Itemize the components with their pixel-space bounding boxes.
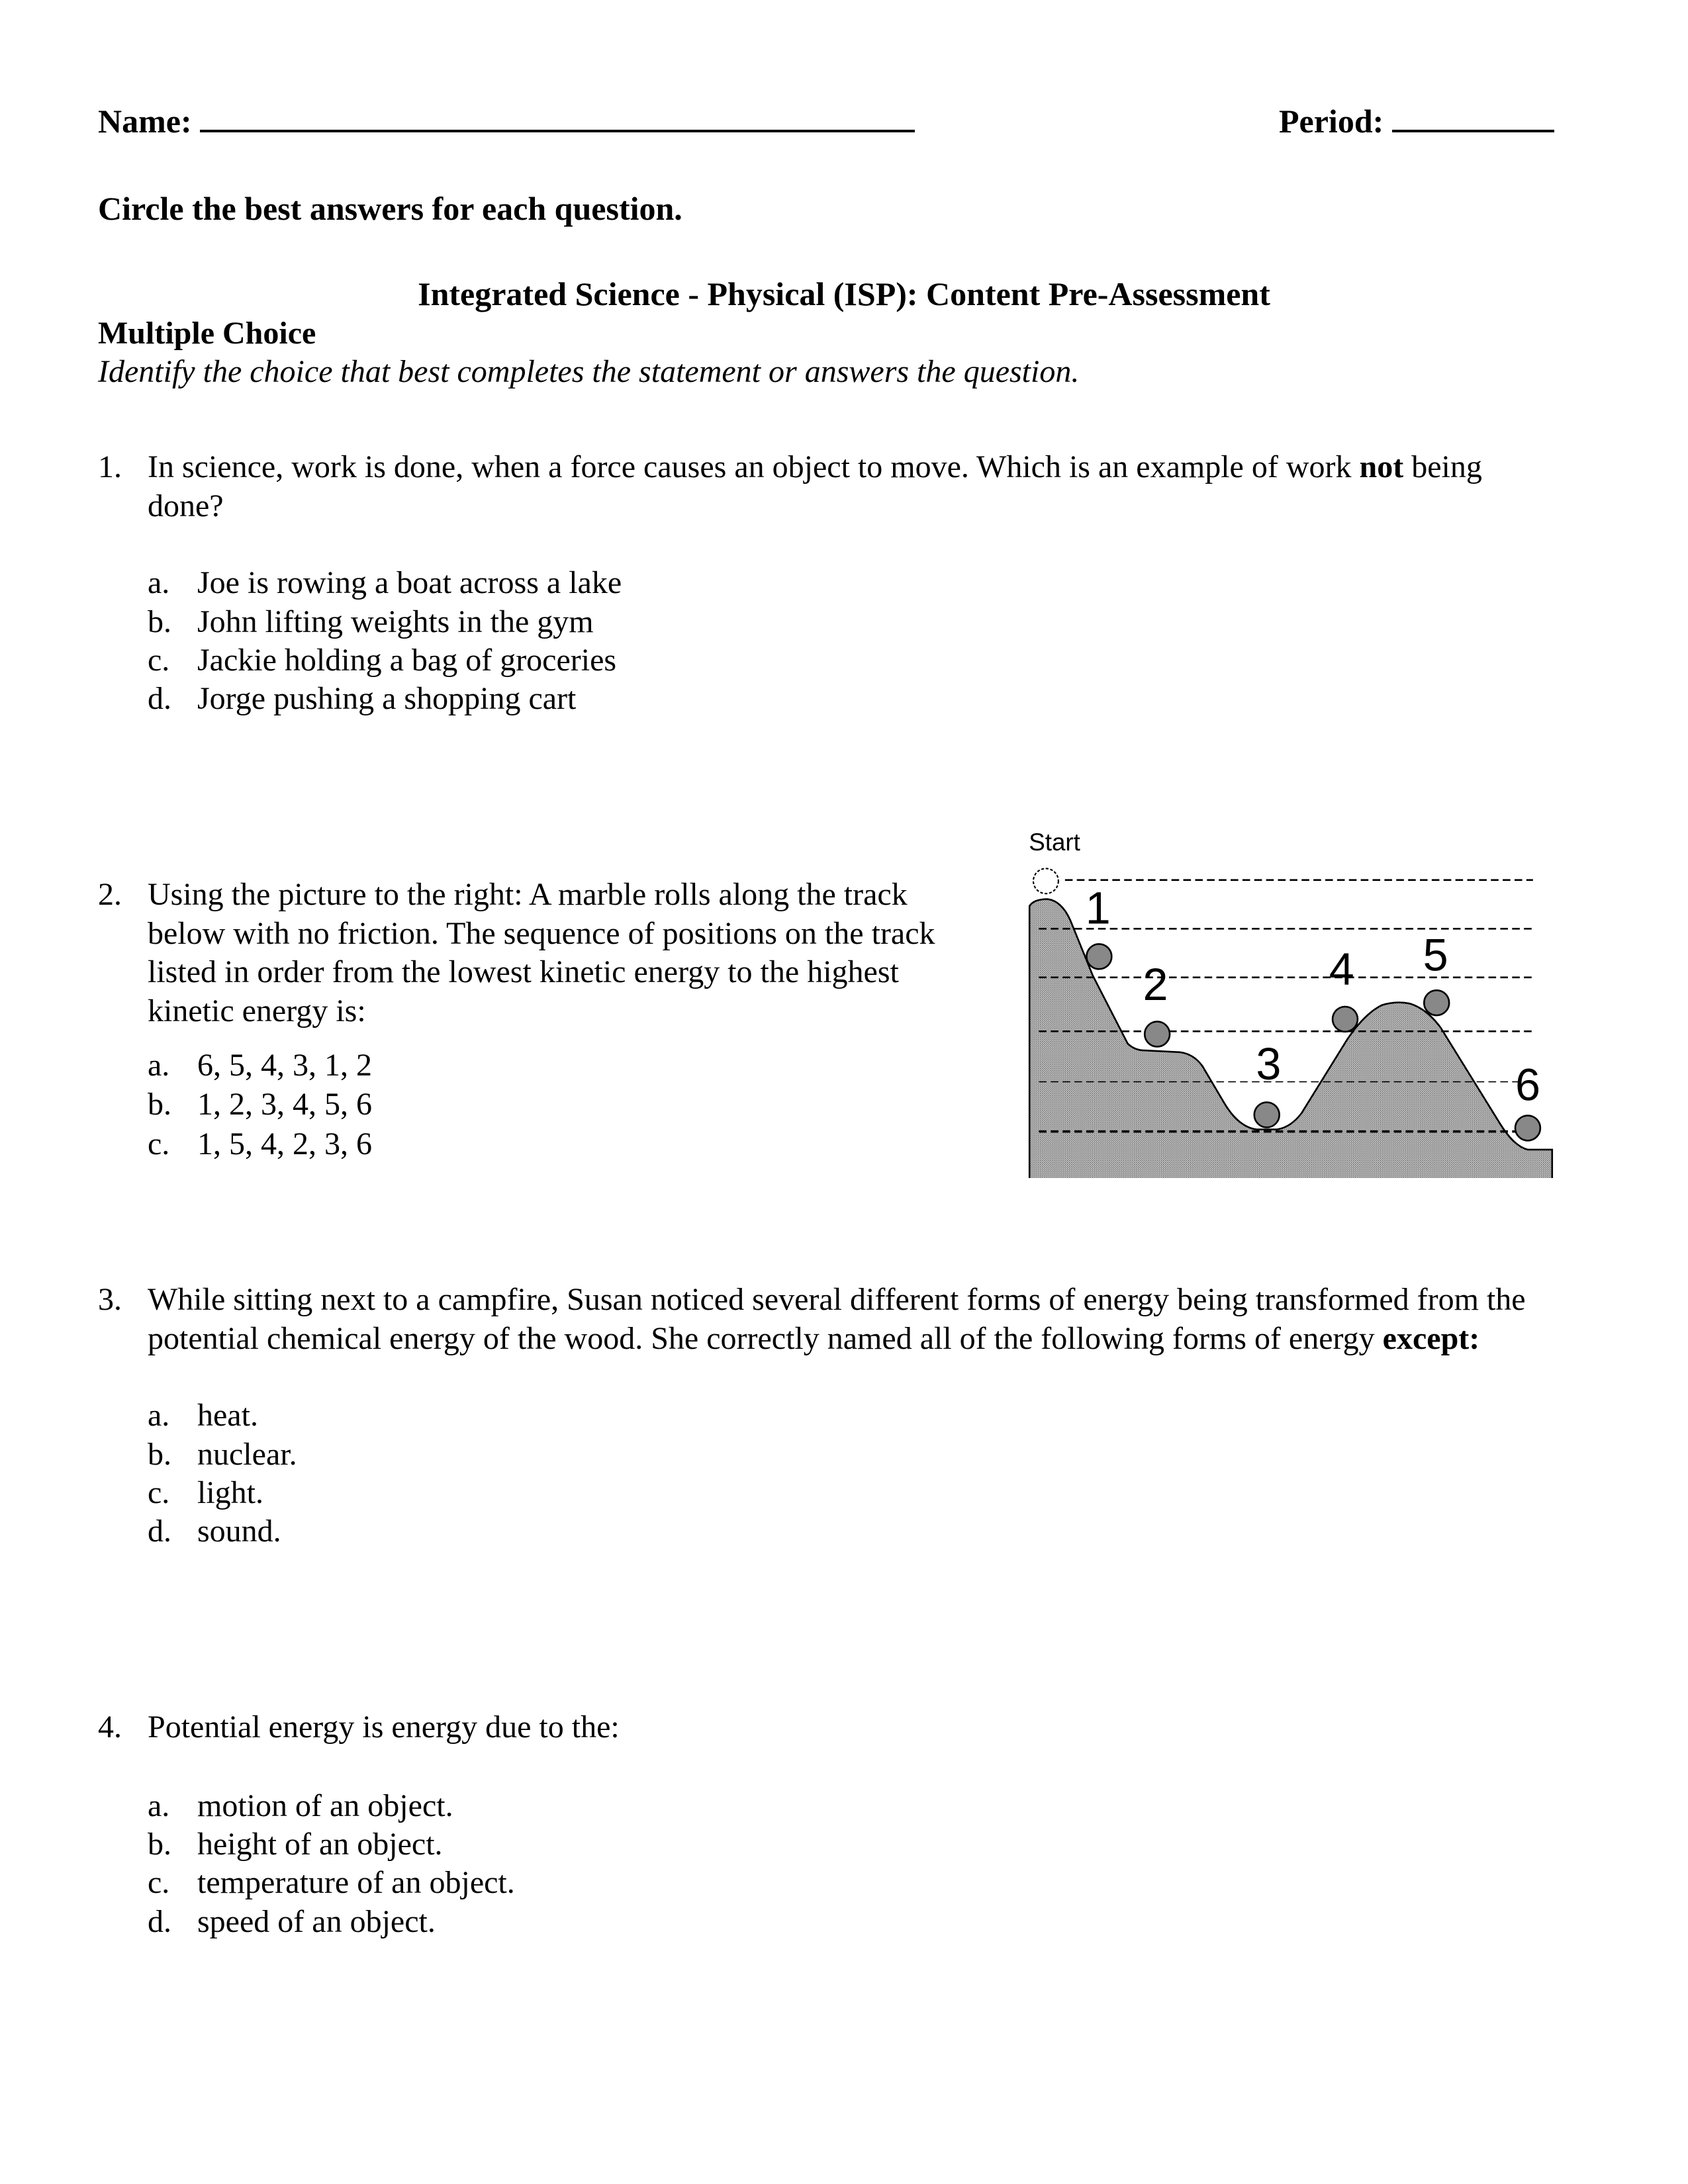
option-text: light. bbox=[197, 1475, 264, 1510]
option-text: 1, 2, 3, 4, 5, 6 bbox=[197, 1087, 372, 1122]
name-label: Name: bbox=[98, 103, 192, 140]
question-text: below with no friction. The sequence of positions on the track bbox=[148, 915, 935, 951]
option-1a[interactable] bbox=[148, 564, 622, 602]
option-letter: a. bbox=[148, 565, 170, 600]
option-letter: a. bbox=[148, 1788, 170, 1823]
marble-4-icon bbox=[1333, 1007, 1358, 1032]
start-marble-icon bbox=[1033, 868, 1058, 893]
position-label: 5 bbox=[1423, 930, 1448, 981]
track-terrain bbox=[1029, 899, 1552, 1178]
option-1d[interactable] bbox=[148, 680, 576, 718]
option-text: heat. bbox=[197, 1398, 258, 1433]
question-text: listed in order from the lowest kinetic energy to the highest bbox=[148, 954, 899, 989]
option-text: 6, 5, 4, 3, 1, 2 bbox=[197, 1048, 372, 1083]
option-text: John lifting weights in the gym bbox=[197, 604, 594, 639]
option-letter: c. bbox=[148, 643, 170, 678]
option-text: 1, 5, 4, 2, 3, 6 bbox=[197, 1126, 372, 1161]
option-3c[interactable] bbox=[148, 1474, 263, 1512]
option-letter: c. bbox=[148, 1865, 170, 1900]
section-instruction: Identify the choice that best completes the statement or answers the question. bbox=[98, 354, 1080, 389]
position-label: 2 bbox=[1143, 960, 1168, 1011]
option-3b[interactable] bbox=[148, 1435, 297, 1474]
question-number: 2. bbox=[98, 877, 122, 912]
option-3a[interactable] bbox=[148, 1396, 258, 1435]
option-text: Jorge pushing a shopping cart bbox=[197, 681, 577, 716]
instruction: Circle the best answers for each question. bbox=[98, 190, 682, 227]
option-1b[interactable] bbox=[148, 603, 594, 641]
period-blank[interactable] bbox=[1392, 103, 1554, 132]
question-number: 4. bbox=[98, 1709, 122, 1745]
option-2b[interactable] bbox=[148, 1085, 372, 1124]
marble-6-icon bbox=[1515, 1116, 1540, 1141]
option-letter: d. bbox=[148, 1514, 171, 1549]
question-text: potential chemical energy of the wood. She correctly named all of the following forms of energy bbox=[148, 1320, 1383, 1356]
option-text: Jackie holding a bag of groceries bbox=[197, 643, 617, 678]
question-text: kinetic energy is: bbox=[148, 993, 366, 1028]
marble-track-diagram bbox=[1013, 794, 1556, 1178]
option-text: Joe is rowing a boat across a lake bbox=[197, 565, 622, 600]
marble-1-icon bbox=[1086, 944, 1111, 969]
option-text: height of an object. bbox=[197, 1827, 443, 1862]
marble-3-icon bbox=[1254, 1103, 1280, 1128]
marble-2-icon bbox=[1145, 1022, 1170, 1047]
option-letter: c. bbox=[148, 1475, 170, 1510]
option-letter: d. bbox=[148, 1904, 171, 1939]
option-letter: d. bbox=[148, 681, 171, 716]
option-text: sound. bbox=[197, 1514, 281, 1549]
question-text: done? bbox=[148, 488, 224, 523]
option-letter: c. bbox=[148, 1126, 170, 1161]
position-label: 1 bbox=[1085, 883, 1111, 934]
option-4c[interactable] bbox=[148, 1864, 515, 1902]
period-field[interactable] bbox=[1279, 102, 1554, 140]
position-label: 4 bbox=[1329, 944, 1354, 995]
option-2a[interactable] bbox=[148, 1046, 372, 1085]
option-4a[interactable] bbox=[148, 1787, 453, 1825]
option-letter: a. bbox=[148, 1398, 170, 1433]
option-3d[interactable] bbox=[148, 1512, 281, 1551]
question-text: Using the picture to the right: A marble rolls along the track bbox=[148, 877, 908, 912]
start-label: Start bbox=[1029, 829, 1080, 856]
option-letter: b. bbox=[148, 604, 171, 639]
question-text: Potential energy is energy due to the: bbox=[148, 1709, 620, 1745]
option-text: motion of an object. bbox=[197, 1788, 453, 1823]
emphasis-not: not bbox=[1359, 449, 1404, 484]
option-letter: b. bbox=[148, 1087, 171, 1122]
question-number: 3. bbox=[98, 1282, 122, 1317]
option-text: nuclear. bbox=[197, 1437, 297, 1472]
option-letter: b. bbox=[148, 1437, 171, 1472]
name-blank[interactable] bbox=[200, 103, 915, 132]
marble-5-icon bbox=[1424, 990, 1449, 1015]
option-1c[interactable] bbox=[148, 641, 616, 680]
period-label: Period: bbox=[1279, 103, 1384, 140]
emphasis-except: except: bbox=[1382, 1320, 1480, 1356]
option-4b[interactable] bbox=[148, 1825, 443, 1864]
option-2c[interactable] bbox=[148, 1125, 372, 1163]
page-title: Integrated Science - Physical (ISP): Content Pre-Assessment bbox=[418, 275, 1270, 312]
question-number: 1. bbox=[98, 449, 122, 484]
option-letter: b. bbox=[148, 1827, 171, 1862]
question-text: In science, work is done, when a force causes an object to move. Which is an example of work bbox=[148, 449, 1360, 484]
question-text: being bbox=[1403, 449, 1482, 484]
option-4d[interactable] bbox=[148, 1903, 436, 1941]
name-field[interactable] bbox=[98, 102, 915, 140]
position-label: 3 bbox=[1256, 1038, 1282, 1089]
option-letter: a. bbox=[148, 1048, 170, 1083]
option-text: speed of an object. bbox=[197, 1904, 436, 1939]
position-label: 6 bbox=[1515, 1060, 1540, 1111]
option-text: temperature of an object. bbox=[197, 1865, 515, 1900]
section-heading: Multiple Choice bbox=[98, 316, 316, 351]
question-text: While sitting next to a campfire, Susan noticed several different forms of energy being transformed from the bbox=[148, 1282, 1526, 1317]
